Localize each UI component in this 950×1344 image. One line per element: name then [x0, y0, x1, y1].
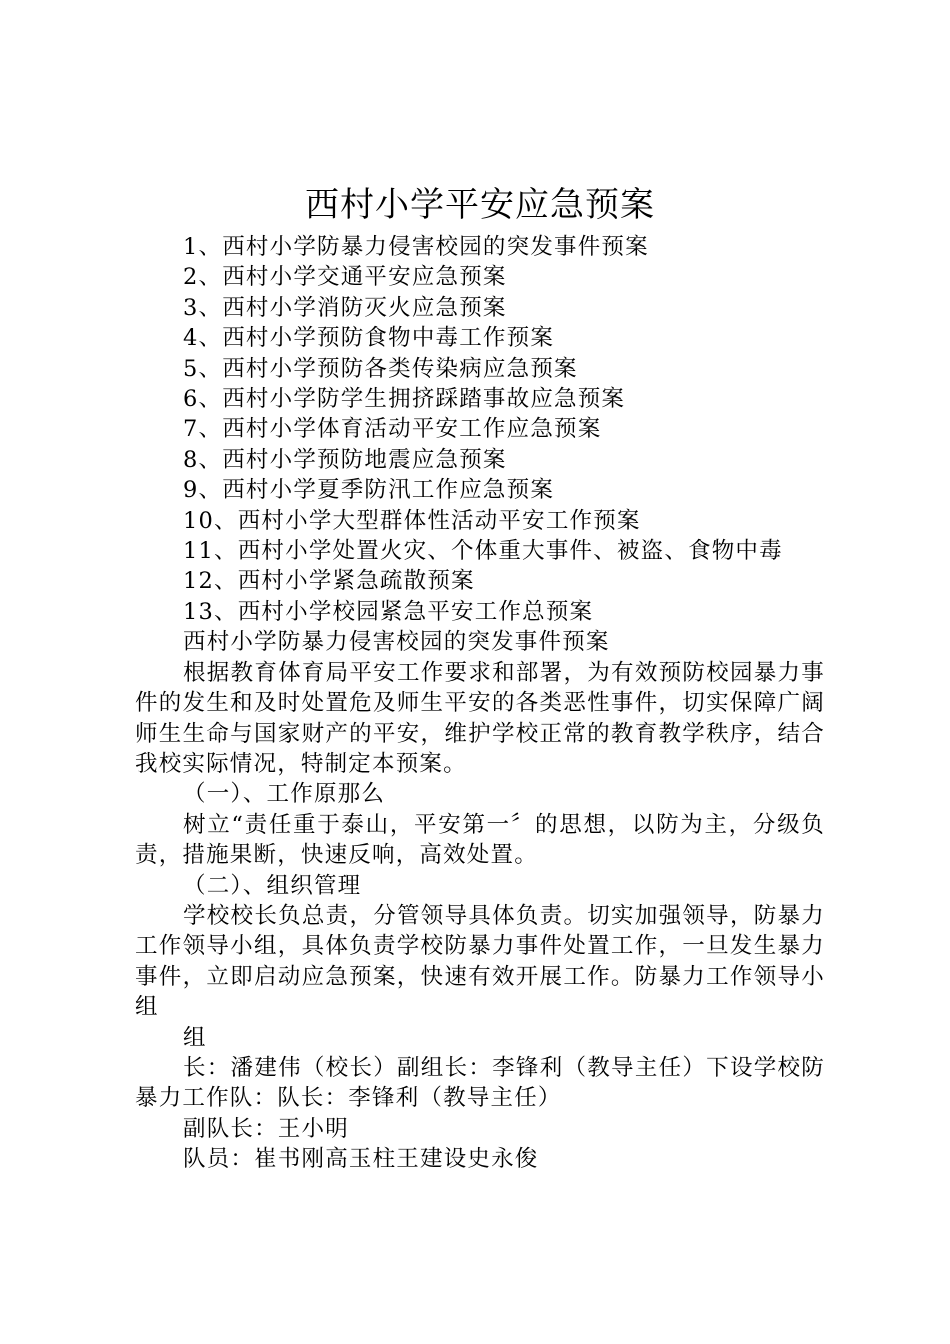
toc-item: 7、西村小学体育活动平安工作应急预案 — [183, 416, 602, 443]
section-title: 西村小学防暴力侵害校园的突发事件预案 — [183, 629, 610, 656]
group-label: 组 — [183, 1024, 207, 1051]
document-page — [135, 180, 825, 1175]
intro-paragraph: 根据教育体育局平安工作要求和部署，为有效预防校园暴力事件的发生和及时处置危及师生平安的各类恶性事件，切实保障广阔师生生命与国家财产的平安，维护学校正常的教育教学秩序，结合我校实际情况，特制定本预案。 — [135, 659, 825, 777]
members-line: 队员：崔书刚高玉柱王建设史永俊 — [183, 1146, 539, 1173]
toc-item: 10、西村小学大型群体性活动平安工作预案 — [183, 507, 641, 534]
document-title: 西村小学平安应急预案 — [305, 185, 655, 225]
leaders-paragraph: 长：潘建伟（校长）副组长：李锋利（教导主任）下设学校防暴力工作队：队长：李锋利（教导主任） — [135, 1054, 825, 1112]
toc-item: 12、西村小学紧急疏散预案 — [183, 568, 475, 595]
toc-item: 1、西村小学防暴力侵害校园的突发事件预案 — [183, 234, 649, 260]
toc-item: 4、西村小学预防食物中毒工作预案 — [183, 325, 555, 352]
toc-item: 3、西村小学消防灭火应急预案 — [183, 294, 507, 321]
toc-list — [135, 232, 825, 627]
toc-item: 8、西村小学预防地震应急预案 — [183, 446, 507, 473]
toc-item: 5、西村小学预防各类传染病应急预案 — [183, 355, 578, 382]
toc-item: 6、西村小学防学生拥挤踩踏事故应急预案 — [183, 386, 626, 413]
heading-principles: （一）、工作原那么 — [183, 781, 386, 808]
toc-item: 13、西村小学校园紧急平安工作总预案 — [183, 598, 594, 625]
management-paragraph: 学校校长负总责，分管领导具体负责。切实加强领导，防暴力工作领导小组，具体负责学校防暴力事件处置工作，一旦发生暴力事件，立即启动应急预案，快速有效开展工作。防暴力工作领导小组 — [135, 902, 825, 1021]
toc-item: 9、西村小学夏季防汛工作应急预案 — [183, 477, 555, 504]
toc-item: 2、西村小学交通平安应急预案 — [183, 264, 507, 291]
heading-management: （二）、组织管理 — [183, 872, 362, 899]
principle-paragraph: 树立“责任重于泰山，平安第一〞的思想，以防为主，分级负责，措施果断，快速反响，高效处置。 — [135, 811, 825, 869]
deputy-line: 副队长：王小明 — [183, 1115, 349, 1142]
toc-item: 11、西村小学处置火灾、个体重大事件、被盗、食物中毒 — [183, 538, 783, 565]
